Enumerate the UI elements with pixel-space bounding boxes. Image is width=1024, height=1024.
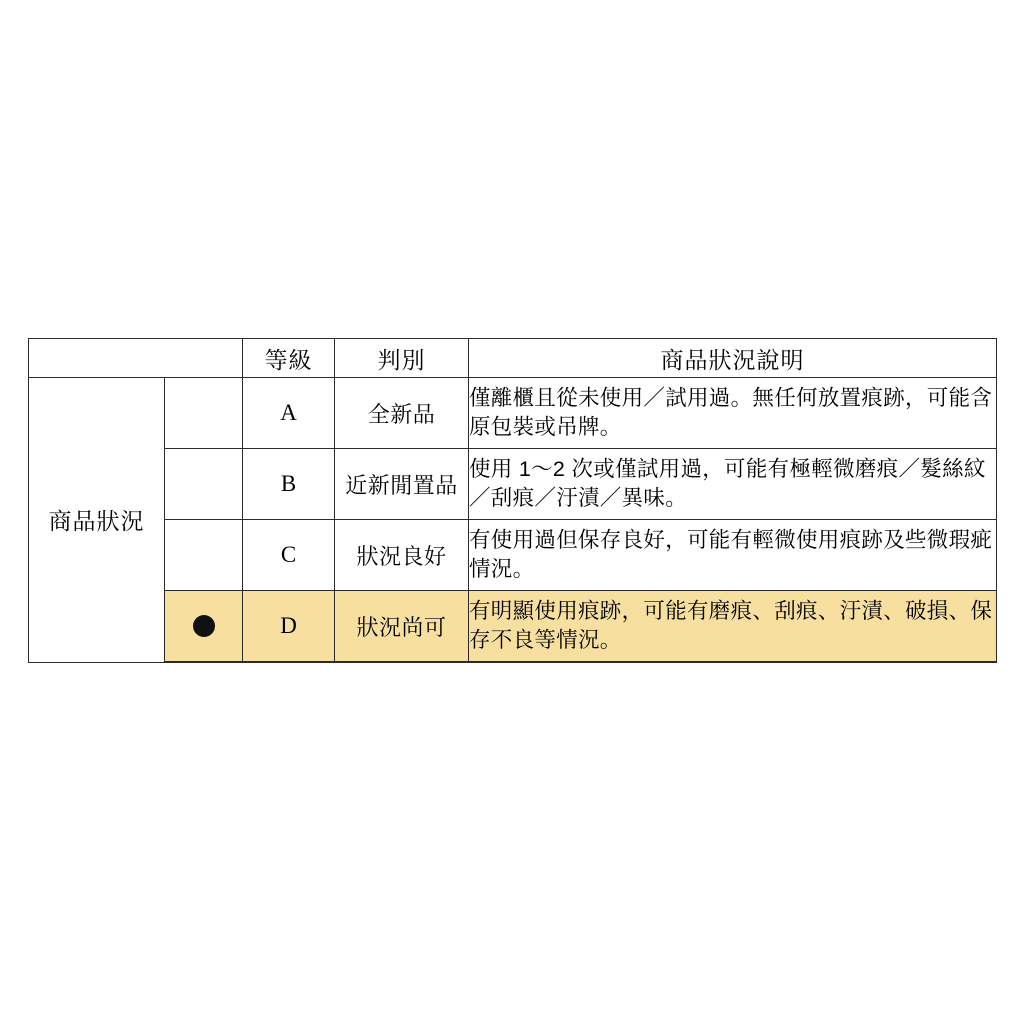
header-judge: 判別: [335, 339, 469, 378]
description-b: 使用 1～2 次或僅試用過，可能有極輕微磨痕／髮絲紋／刮痕／汙漬／異味。: [469, 449, 997, 520]
description-c: 有使用過但保存良好，可能有輕微使用痕跡及些微瑕疵情況。: [469, 520, 997, 591]
row-mark-b[interactable]: [165, 449, 243, 520]
grade-c: C: [243, 520, 335, 591]
header-blank-cell: [29, 339, 243, 378]
table-row: [29, 520, 997, 591]
description-a: 僅離櫃且從未使用／試用過。無任何放置痕跡，可能含原包裝或吊牌。: [469, 378, 997, 449]
row-mark-c[interactable]: [165, 520, 243, 591]
header-grade: 等級: [243, 339, 335, 378]
table-header-row: [29, 339, 997, 378]
judge-a: 全新品: [335, 378, 469, 449]
table-row: [29, 378, 997, 449]
row-mark-d[interactable]: [165, 591, 243, 663]
table-row: [29, 449, 997, 520]
judge-b: 近新閒置品: [335, 449, 469, 520]
grade-a: A: [243, 378, 335, 449]
product-condition-table-container: [28, 338, 996, 663]
grade-d: D: [243, 591, 335, 663]
judge-d: 狀況尚可: [335, 591, 469, 663]
row-label-product-condition: 商品狀況: [29, 378, 165, 663]
product-condition-table: [28, 338, 997, 663]
selected-dot-icon: [193, 615, 215, 637]
row-mark-a[interactable]: [165, 378, 243, 449]
header-description: 商品狀況說明: [469, 339, 997, 378]
description-d: 有明顯使用痕跡，可能有磨痕、刮痕、汙漬、破損、保存不良等情況。: [469, 591, 997, 663]
grade-b: B: [243, 449, 335, 520]
judge-c: 狀況良好: [335, 520, 469, 591]
table-row-selected: [29, 591, 997, 663]
